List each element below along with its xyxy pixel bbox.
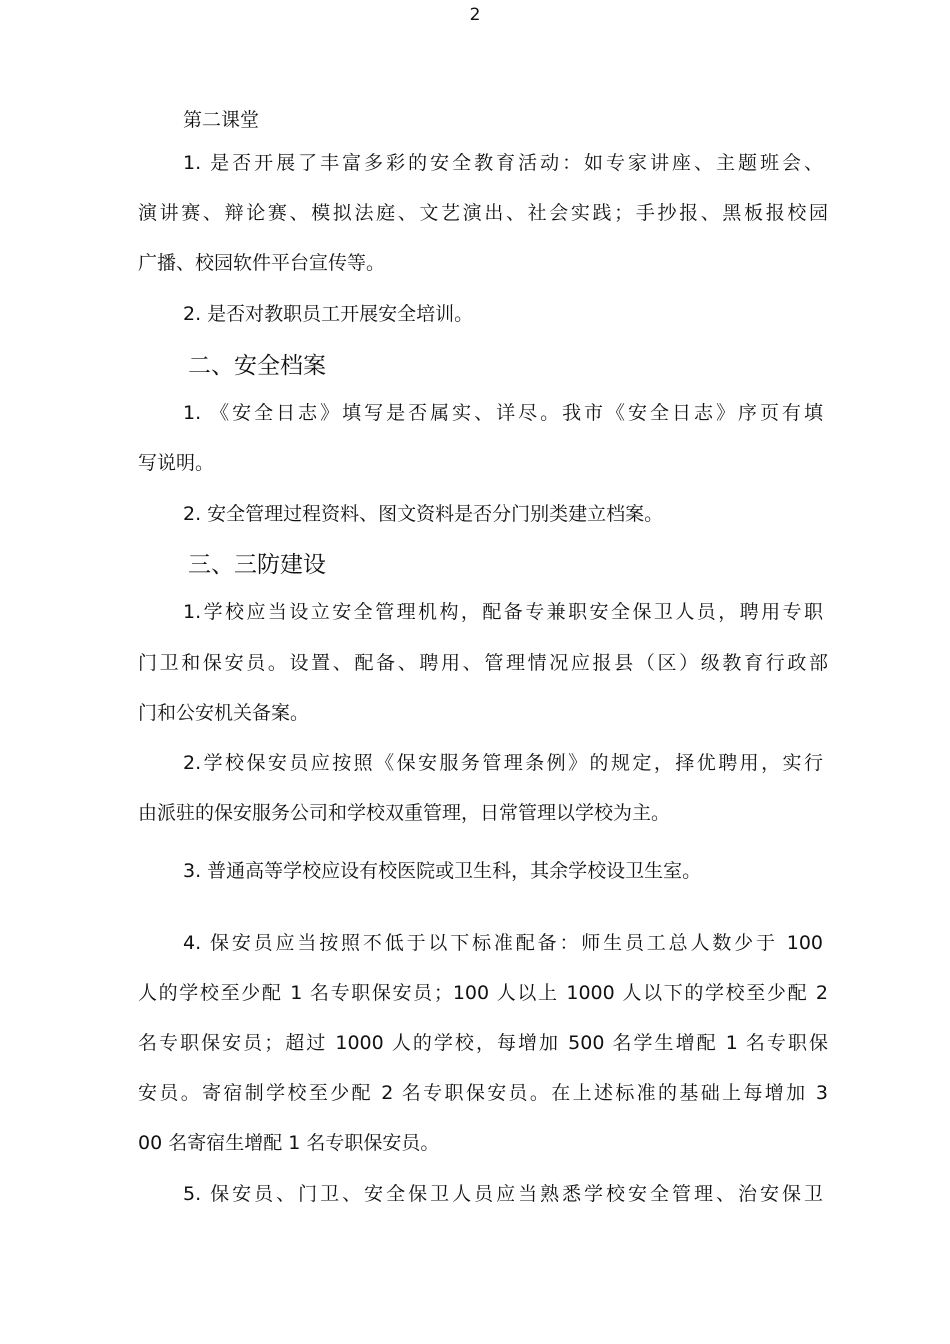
paragraph-line: 演讲赛、辩论赛、模拟法庭、文艺演出、社会实践；手抄报、黑板报校园 <box>138 202 828 224</box>
section-heading-three-defense: 三、三防建设 <box>188 552 326 578</box>
page-number: 2 <box>469 5 481 25</box>
paragraph-line: 1. 是否开展了丰富多彩的安全教育活动：如专家讲座、主题班会、 <box>183 152 823 174</box>
paragraph-line: 由派驻的保安服务公司和学校双重管理，日常管理以学校为主。 <box>138 802 671 824</box>
section-title-second-class: 第二课堂 <box>183 109 260 131</box>
paragraph-line: 门和公安机关备案。 <box>138 702 310 724</box>
paragraph-line: 门卫和保安员。设置、配备、聘用、管理情况应报县（区）级教育行政部 <box>138 652 828 674</box>
paragraph-line: 2. 安全管理过程资料、图文资料是否分门别类建立档案。 <box>183 503 664 525</box>
section-heading-safety-archives: 二、安全档案 <box>188 353 326 379</box>
paragraph-line: 安员。寄宿制学校至少配 2 名专职保安员。在上述标准的基础上每增加 3 <box>138 1082 828 1104</box>
paragraph-line: 写说明。 <box>138 452 215 474</box>
paragraph-line: 2. 是否对教职员工开展安全培训。 <box>183 303 474 325</box>
paragraph-line: 00 名寄宿生增配 1 名专职保安员。 <box>138 1132 440 1154</box>
paragraph-line: 名专职保安员；超过 1000 人的学校，每增加 500 名学生增配 1 名专职保 <box>138 1032 828 1054</box>
paragraph-line: 人的学校至少配 1 名专职保安员；100 人以上 1000 人以下的学校至少配 2 <box>138 982 828 1004</box>
paragraph-line: 4. 保安员应当按照不低于以下标准配备：师生员工总人数少于 100 <box>183 932 823 954</box>
paragraph-line: 1.学校应当设立安全管理机构，配备专兼职安全保卫人员，聘用专职 <box>183 601 823 623</box>
paragraph-line: 广播、校园软件平台宣传等。 <box>138 252 386 274</box>
paragraph-line: 3. 普通高等学校应设有校医院或卫生科，其余学校设卫生室。 <box>183 860 702 882</box>
paragraph-line: 1. 《安全日志》填写是否属实、详尽。我市《安全日志》序页有填 <box>183 402 823 424</box>
paragraph-line: 2.学校保安员应按照《保安服务管理条例》的规定，择优聘用，实行 <box>183 752 823 774</box>
paragraph-line: 5. 保安员、门卫、安全保卫人员应当熟悉学校安全管理、治安保卫 <box>183 1183 823 1205</box>
